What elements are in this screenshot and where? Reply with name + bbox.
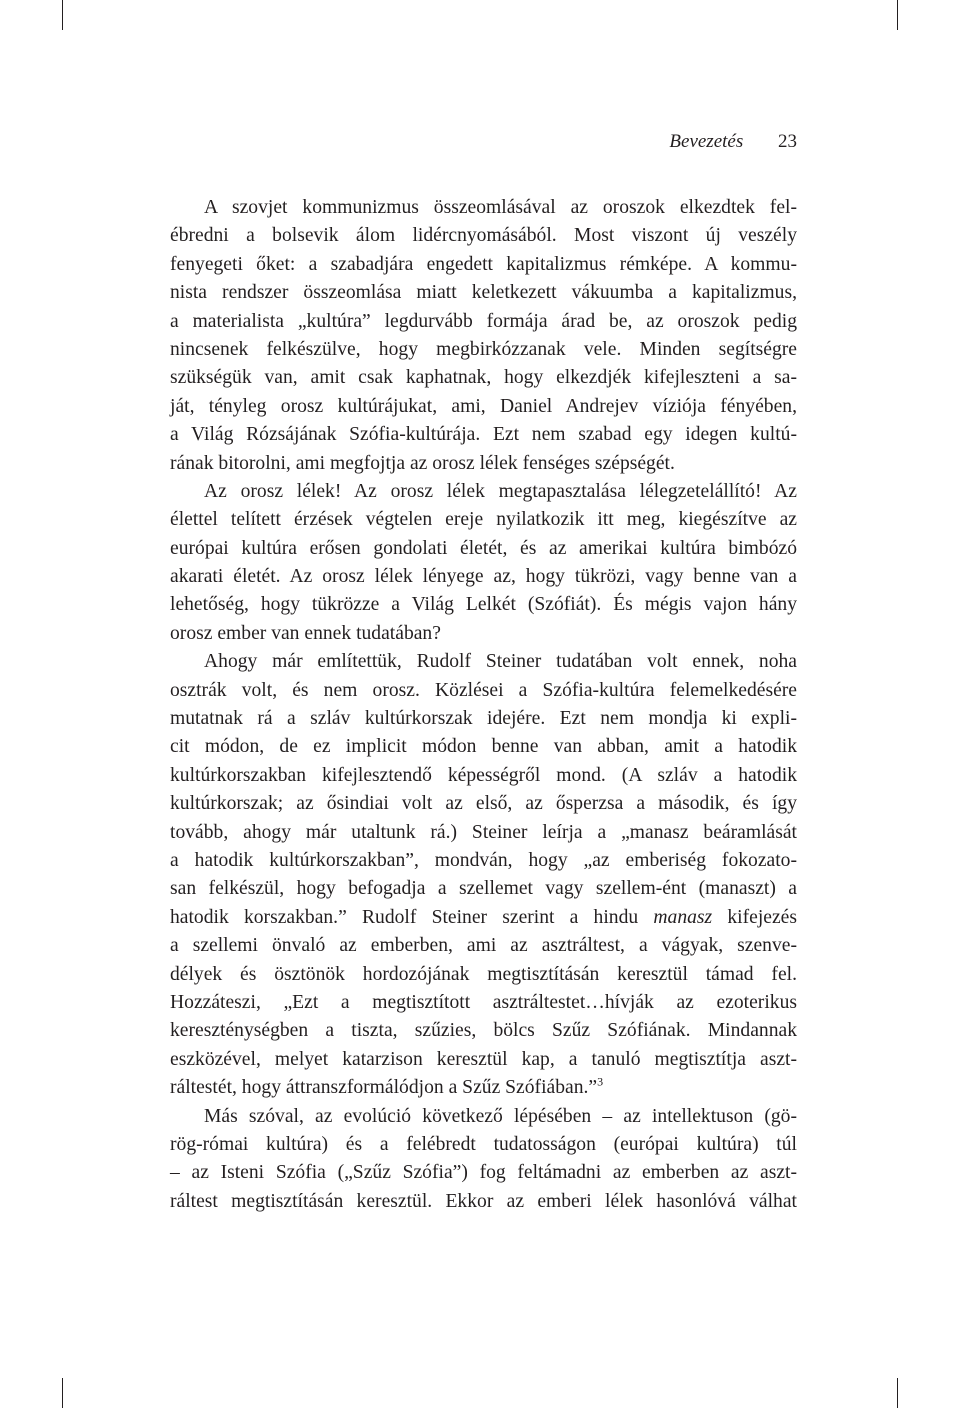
- text-line: ráltest megtisztításán keresztül. Ekkor az emberi lélek hasonlóvá válhat: [170, 1190, 797, 1212]
- text-line: rának bitorolni, ami megfojtja az orosz lélek fenséges szépségét.: [170, 452, 675, 474]
- text-line: délyek és ösztönök hordozójának megtisztításán keresztül támad fel.: [170, 963, 797, 985]
- text-line: cit módon, de ez implicit módon benne van abban, amit a hatodik: [170, 736, 797, 758]
- crop-mark-bottom-left: [62, 1378, 63, 1408]
- paragraph: [170, 1103, 797, 1217]
- text-line: A szovjet kommunizmus összeomlásával az oroszok elkezdtek fel-: [204, 197, 797, 218]
- text-line: Más szóval, az evolúció következő lépésében – az intellektuson (gö-: [204, 1105, 797, 1127]
- text-line: orosz ember van ennek tudatában?: [170, 622, 441, 644]
- text-line: ébredni a bolsevik álom lidércnyomásából. Most viszont új veszély: [170, 225, 797, 247]
- text-line: a hatodik kultúrkorszakban”, mondván, hogy „az emberiség fokozato-: [170, 849, 797, 871]
- paragraph: [170, 194, 797, 478]
- text-line: kultúrkorszak; az ősindiai volt az első, az ősperzsa a második, és így: [170, 793, 797, 815]
- text-line: nista rendszer összeomlása miatt keletkezett vákuumba a kapitalizmus,: [170, 282, 797, 304]
- text-line: kultúrkorszakban kifejlesztendő képességről mond. (A szláv a hatodik: [170, 764, 797, 786]
- text-line: európai kultúra erősen gondolati életét, és az amerikai kultúra bimbózó: [170, 537, 797, 559]
- text-line: ráltestét, hogy áttranszformálódjon a Szűz Szófiában.”$^3$: [170, 1074, 604, 1099]
- text-line: san felkészül, hogy befogadja a szellemet vagy szellem-ént (manaszt) a: [170, 878, 797, 900]
- text-line: a materialista „kultúra” legdurvább formája árad be, az oroszok pedig: [170, 310, 797, 332]
- footnote-marker: 3: [597, 1074, 604, 1089]
- paragraph: [170, 648, 797, 1102]
- text-line: Ahogy már említettük, Rudolf Steiner tudatában volt ennek, noha: [204, 651, 797, 673]
- body-text: [170, 194, 797, 1216]
- crop-mark-bottom-right: [897, 1378, 898, 1408]
- text-line: nincsenek felkészülve, hogy megbirkózzanak vele. Minden segítségre: [170, 338, 797, 360]
- text-line: a Világ Rózsájának Szófia-kultúrája. Ezt nem szabad egy idegen kultú-: [170, 424, 797, 446]
- text-line: osztrák volt, és nem orosz. Közlései a Szófia-kultúra felemelkedésére: [170, 679, 797, 701]
- text-line: Az orosz lélek! Az orosz lélek megtapasztalása lélegzetelállító! Az: [204, 480, 797, 502]
- text-line: – az Isteni Szófia („Szűz Szófia”) fog feltámadni az emberben az aszt-: [170, 1162, 797, 1184]
- text-line: szükségük van, amit csak kaphatnak, hogy elkezdjék kifejleszteni a sa-: [170, 367, 797, 389]
- crop-mark-top-right: [897, 0, 898, 30]
- text-line: fenyegeti őket: a szabadjára engedett kapitalizmus rémképe. A kommu-: [170, 253, 797, 275]
- running-head: [170, 128, 797, 156]
- text-line: ját, tényleg orosz kultúrájukat, ami, Daniel Andrejev víziója fényében,: [170, 395, 797, 417]
- text-line: eszközével, melyet katarzison keresztül kap, a tanuló megtisztítja aszt-: [170, 1048, 797, 1070]
- text-line: a szellemi önvaló az emberben, ami az asztráltest, a vágyak, szenve-: [170, 935, 797, 957]
- section-title: Bevezetés: [669, 131, 744, 152]
- crop-mark-top-left: [62, 0, 63, 30]
- text-line: hatodik korszakban.” Rudolf Steiner szerint a hindu manasz kifejezés: [170, 906, 797, 928]
- text-line: lehetőség, hogy tükrözze a Világ Lelkét (Szófiát). És mégis vajon hány: [170, 594, 797, 616]
- text-line: kereszténységben a tiszta, szűzies, bölcs Szűz Szófiának. Mindannak: [170, 1020, 797, 1042]
- text-line: élettel telített érzések végtelen ereje nyilatkozik itt meg, kiegészítve az: [170, 509, 797, 531]
- text-line: akarati életét. Az orosz lélek lényege az, hogy tükrözi, vagy benne van a: [170, 566, 797, 588]
- text-line: rög-római kultúra) és a felébredt tudatosságon (európai kultúra) túl: [170, 1133, 797, 1155]
- text-line: tovább, ahogy már utaltunk rá.) Steiner leírja a „manasz beáramlását: [170, 821, 797, 843]
- text-line: Hozzáteszi, „Ezt a megtisztított asztráltestet…hívják az ezoterikus: [170, 991, 797, 1013]
- paragraph: [170, 478, 797, 648]
- text-line: mutatnak rá a szláv kultúrkorszak idejére. Ezt nem mondja ki expli-: [170, 708, 797, 730]
- page-number: 23: [778, 131, 797, 152]
